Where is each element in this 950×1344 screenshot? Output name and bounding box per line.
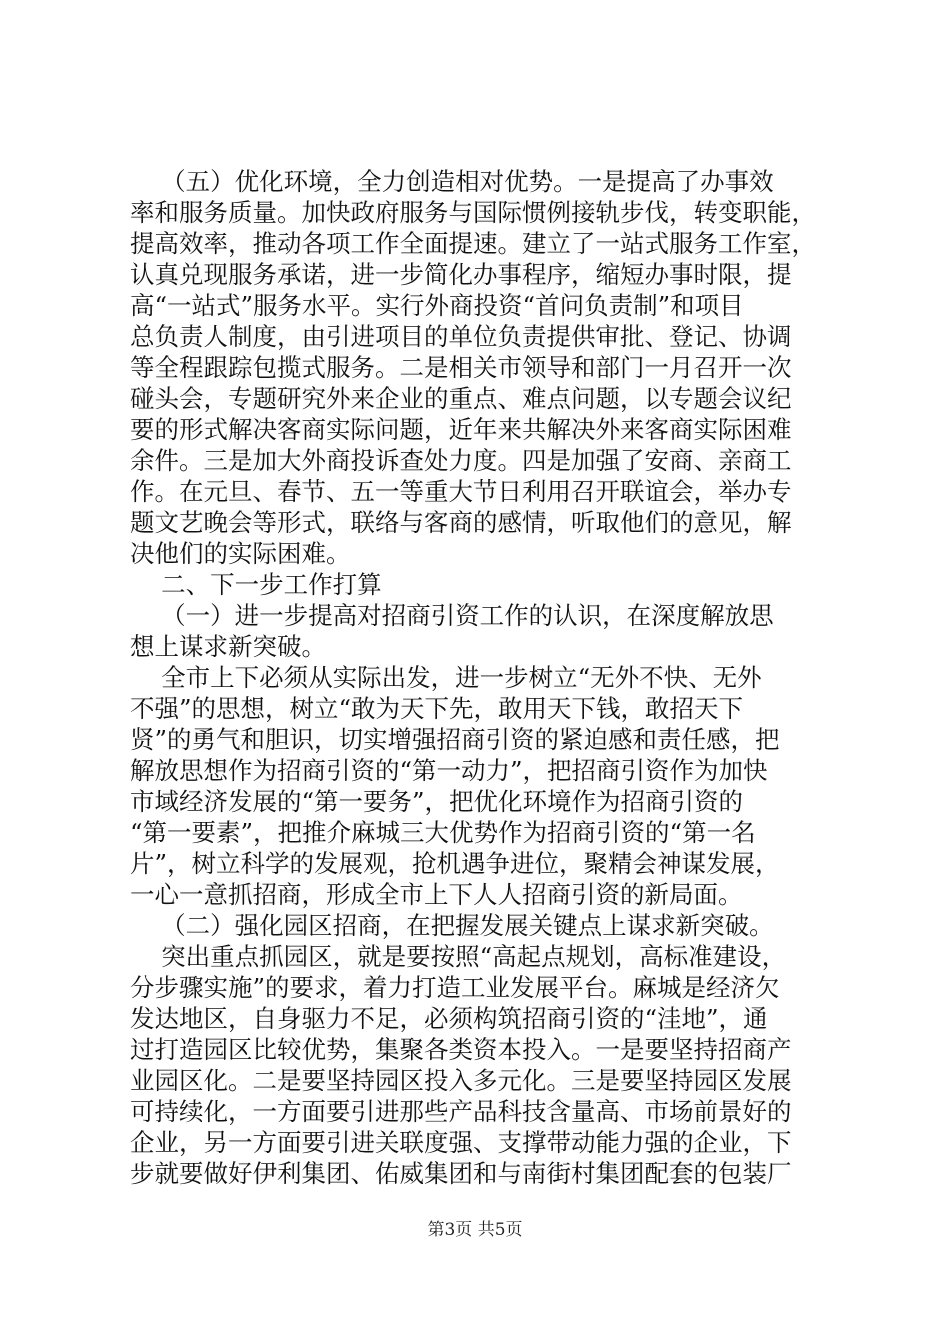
text-line: 过打造园区比较优势，集聚各类资本投入。一是要坚持招商产 bbox=[130, 1035, 792, 1064]
text-line: 业园区化。二是要坚持园区投入多元化。三是要坚持园区发展 bbox=[130, 1066, 792, 1095]
text-line: 可持续化，一方面要引进那些产品科技含量高、市场前景好的 bbox=[130, 1097, 792, 1126]
text-line: 决他们的实际困难。 bbox=[130, 539, 351, 568]
text-line: 发达地区，自身驱力不足，必须构筑招商引资的“洼地”，通 bbox=[130, 1004, 768, 1033]
text-line: 步就要做好伊利集团、佑威集团和与南街村集团配套的包装厂 bbox=[130, 1159, 792, 1188]
text-line: 率和服务质量。加快政府服务与国际惯例接轨步伐，转变职能， bbox=[130, 198, 816, 227]
body-text bbox=[130, 166, 830, 1189]
text-line: 提高效率，推动各项工作全面提速。建立了一站式服务工作室， bbox=[130, 229, 816, 258]
text-line: 贤”的勇气和胆识，切实增强招商引资的紧迫感和责任感，把 bbox=[130, 725, 780, 754]
text-line: （五）优化环境，全力创造相对优势。一是提高了办事效 bbox=[130, 167, 774, 196]
text-line: 总负责人制度，由引进项目的单位负责提供审批、登记、协调 bbox=[130, 322, 792, 351]
text-line: 作。在元旦、春节、五一等重大节日利用召开联谊会，举办专 bbox=[130, 477, 792, 506]
text-line: 碰头会，专题研究外来企业的重点、难点问题，以专题会议纪 bbox=[130, 384, 792, 413]
page-footer: 第3页 共5页 bbox=[427, 1220, 523, 1240]
text-line: 解放思想作为招商引资的“第一动力”，把招商引资作为加快 bbox=[130, 756, 768, 785]
text-line: 一心一意抓招商，形成全市上下人人招商引资的新局面。 bbox=[130, 880, 743, 909]
text-line: 余件。三是加大外商投诉查处力度。四是加强了安商、亲商工 bbox=[130, 446, 792, 475]
text-line: 题文艺晚会等形式，联络与客商的感情，听取他们的意见，解 bbox=[130, 508, 792, 537]
text-line: 市域经济发展的“第一要务”，把优化环境作为招商引资的 bbox=[130, 787, 744, 816]
text-line: （二）强化园区招商，在把握发展关键点上谋求新突破。 bbox=[130, 911, 774, 940]
text-line: 等全程跟踪包揽式服务。二是相关市领导和部门一月召开一次 bbox=[130, 353, 792, 382]
text-line: 片”，树立科学的发展观，抢机遇争进位，聚精会神谋发展， bbox=[130, 849, 780, 878]
text-line: 高“一站式”服务水平。实行外商投资“首问负责制”和项目 bbox=[130, 291, 744, 320]
text-line: （一）进一步提高对招商引资工作的认识，在深度解放思 bbox=[130, 601, 774, 630]
text-line: 企业，另一方面要引进关联度强、支撑带动能力强的企业，下 bbox=[130, 1128, 792, 1157]
text-line: 分步骤实施”的要求，着力打造工业发展平台。麻城是经济欠 bbox=[130, 973, 780, 1002]
text-line: 二、下一步工作打算 bbox=[130, 570, 382, 599]
text-line: “第一要素”，把推介麻城三大优势作为招商引资的“第一名 bbox=[130, 818, 756, 847]
text-line: 全市上下必须从实际出发，进一步树立“无外不快、无外 bbox=[130, 663, 762, 692]
text-line: 不强”的思想，树立“敢为天下先，敢用天下钱，敢招天下 bbox=[130, 694, 744, 723]
text-line: 要的形式解决客商实际问题，近年来共解决外来客商实际困难 bbox=[130, 415, 792, 444]
text-line: 突出重点抓园区，就是要按照“高起点规划，高标准建设， bbox=[130, 942, 787, 971]
text-line: 想上谋求新突破。 bbox=[130, 632, 326, 661]
text-line: 认真兑现服务承诺，进一步简化办事程序，缩短办事时限，提 bbox=[130, 260, 792, 289]
